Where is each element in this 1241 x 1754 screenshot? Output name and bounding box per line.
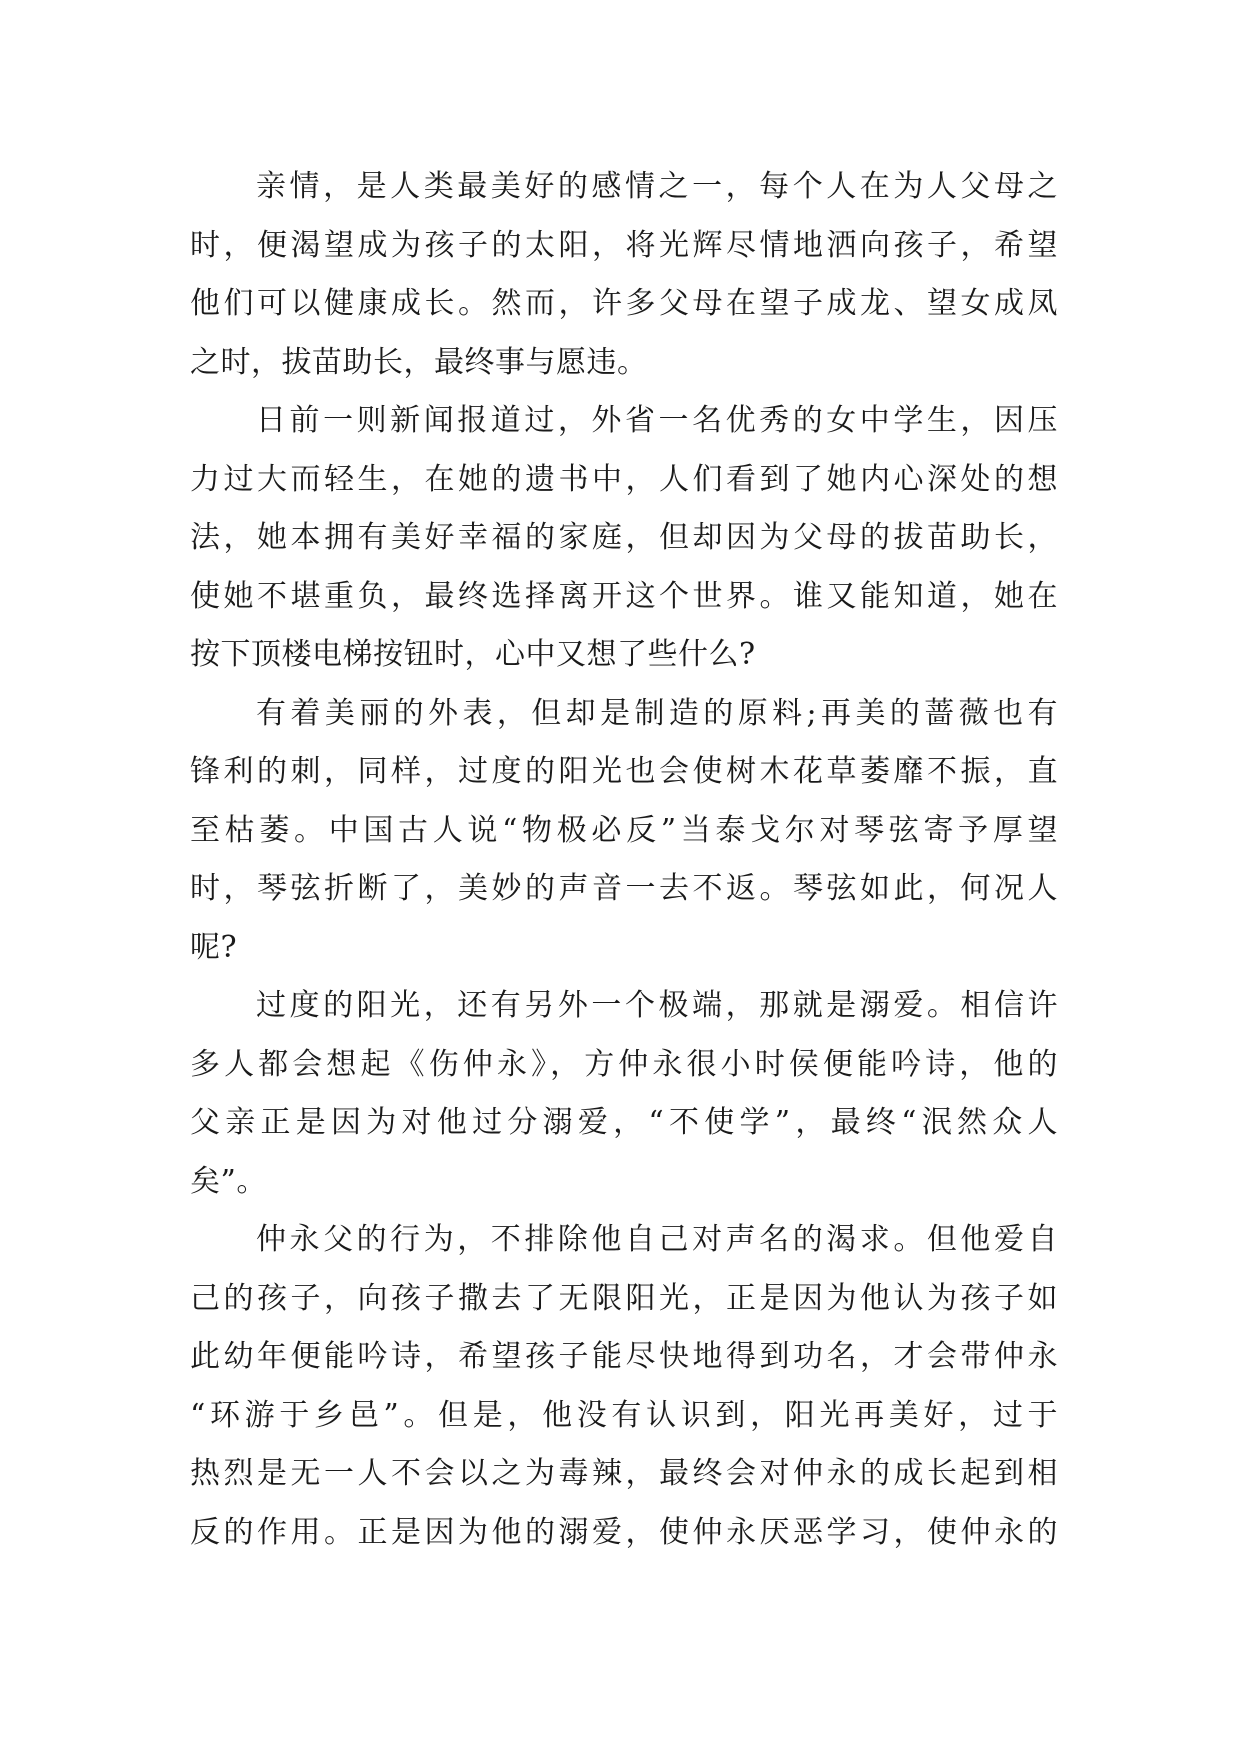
paragraph-line: 此幼年便能吟诗，希望孩子能尽快地得到功名，才会带仲永 bbox=[190, 1339, 1058, 1374]
paragraph-4 bbox=[190, 977, 1058, 1211]
paragraph-line: 日前一则新闻报道过，外省一名优秀的女中学生，因压 bbox=[256, 403, 1058, 438]
paragraph-line: 使她不堪重负，最终选择离开这个世界。谁又能知道，她在 bbox=[190, 578, 1058, 614]
paragraph-line: 亲情，是人类最美好的感情之一，每个人在为人父母之 bbox=[256, 169, 1058, 204]
paragraph-line: 多人都会想起《伤仲永》，方仲永很小时侯便能吟诗，他的 bbox=[190, 1046, 1058, 1082]
paragraph-line: 过度的阳光，还有另外一个极端，那就是溺爱。相信许 bbox=[256, 988, 1058, 1023]
paragraph-5 bbox=[190, 1211, 1058, 1562]
paragraph-1 bbox=[190, 158, 1058, 392]
paragraph-line: 有着美丽的外表，但却是制造的原料;再美的蔷薇也有 bbox=[256, 695, 1058, 731]
paragraph-2 bbox=[190, 392, 1058, 685]
paragraph-line: 至枯萎。中国古人说“物极必反”当泰戈尔对琴弦寄予厚望 bbox=[190, 812, 1058, 848]
paragraph-line: 时，便渴望成为孩子的太阳，将光辉尽情地洒向孩子，希望 bbox=[190, 227, 1058, 263]
paragraph-line: 他们可以健康成长。然而，许多父母在望子成龙、望女成凤 bbox=[190, 286, 1058, 321]
paragraph-3 bbox=[190, 685, 1058, 978]
paragraph-line: 热烈是无一人不会以之为毒辣，最终会对仲永的成长起到相 bbox=[190, 1456, 1058, 1491]
paragraph-line: 时，琴弦折断了，美妙的声音一去不返。琴弦如此，何况人 bbox=[190, 871, 1058, 906]
paragraph-line: 锋利的刺，同样，过度的阳光也会使树木花草萎靡不振，直 bbox=[190, 754, 1058, 789]
paragraph-line: 之时，拔苗助长，最终事与愿违。 bbox=[190, 344, 648, 380]
paragraph-line: 法，她本拥有美好幸福的家庭，但却因为父母的拔苗助长， bbox=[190, 520, 1058, 555]
paragraph-line: 矣”。 bbox=[190, 1163, 267, 1199]
paragraph-line: 力过大而轻生，在她的遗书中，人们看到了她内心深处的想 bbox=[190, 461, 1058, 497]
paragraph-line: 反的作用。正是因为他的溺爱，使仲永厌恶学习，使仲永的 bbox=[190, 1514, 1058, 1550]
paragraph-line: “环游于乡邑”。但是，他没有认识到，阳光再美好，过于 bbox=[190, 1397, 1058, 1433]
paragraph-line: 己的孩子，向孩子撒去了无限阳光，正是因为他认为孩子如 bbox=[190, 1280, 1058, 1316]
paragraph-line: 呢? bbox=[190, 929, 238, 965]
paragraph-line: 按下顶楼电梯按钮时，心中又想了些什么? bbox=[190, 637, 756, 672]
essay-body bbox=[190, 158, 1058, 1562]
paragraph-line: 仲永父的行为，不排除他自己对声名的渴求。但他爱自 bbox=[256, 1222, 1058, 1257]
paragraph-line: 父亲正是因为对他过分溺爱，“不使学”，最终“泯然众人 bbox=[190, 1105, 1058, 1140]
